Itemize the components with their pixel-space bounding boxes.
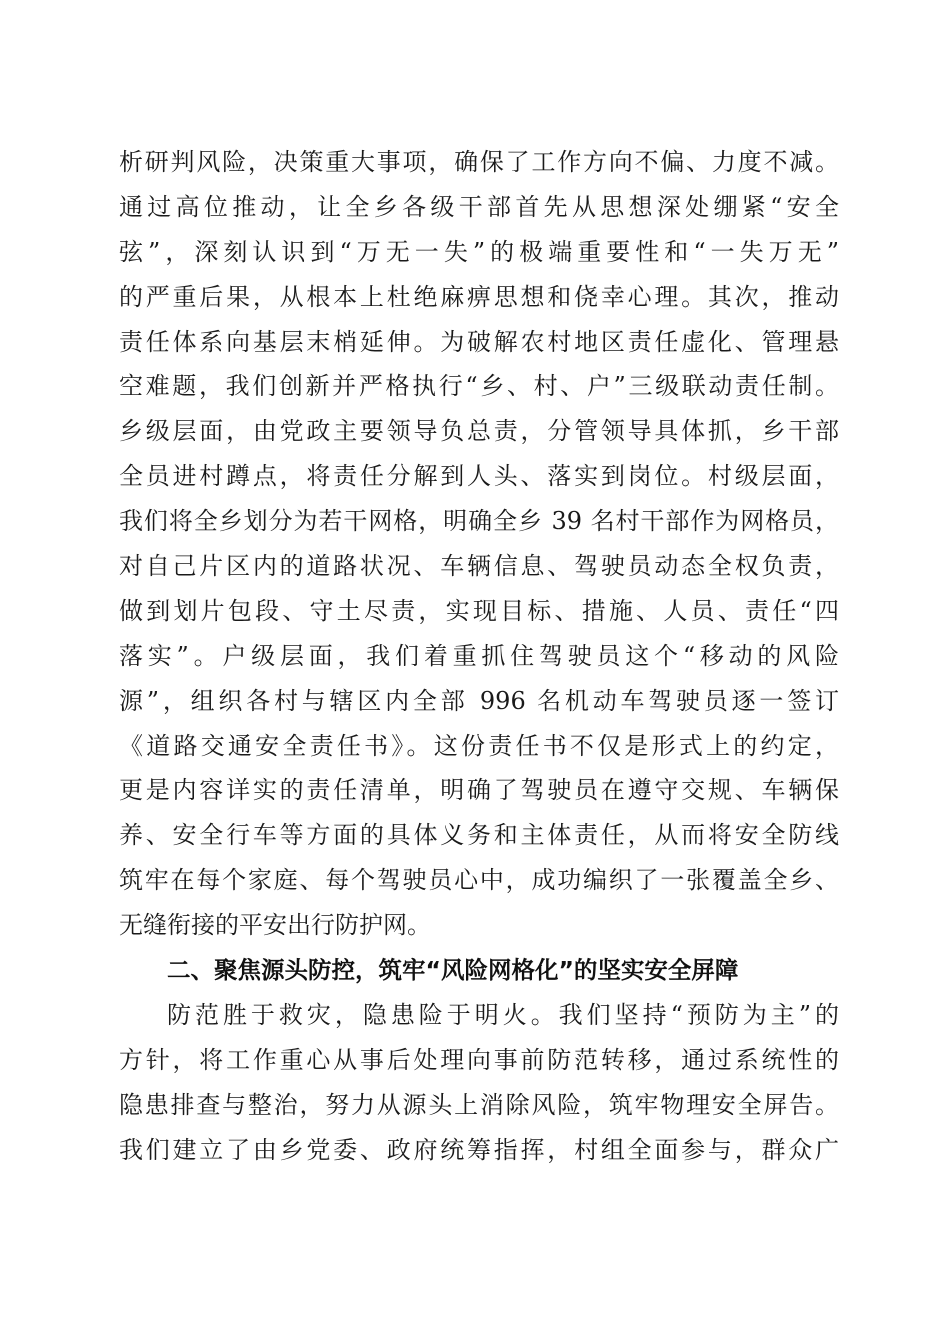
text-line: 更是内容详实的责任清单，明确了驾驶员在遵守交规、车辆保 [119,776,839,805]
text-line: 养、安全行车等方面的具体义务和主体责任，从而将安全防线 [119,821,839,850]
document-body [119,140,839,1172]
text-line: 《道路交通安全责任书》。这份责任书不仅是形式上的约定， [119,731,839,760]
text-line: 对自己片区内的道路状况、车辆信息、驾驶员动态全权负责， [119,552,839,581]
text-line: 责任体系向基层末梢延伸。为破解农村地区责任虚化、管理悬 [119,327,839,356]
text-line: 做到划片包段、守土尽责，实现目标、措施、人员、责任“四 [119,596,839,625]
text-line: 筑牢在每个家庭、每个驾驶员心中，成功编织了一张覆盖全乡、 [119,866,839,895]
text-line: 乡级层面，由党政主要领导负总责，分管领导具体抓，乡干部 [119,417,839,446]
text-line: 全员进村蹲点，将责任分解到人头、落实到岗位。村级层面， [119,462,839,491]
text-line: 的严重后果，从根本上杜绝麻痹思想和侥幸心理。其次，推动 [119,282,839,311]
text-line: 落实”。户级层面，我们着重抓住驾驶员这个“移动的风险 [119,641,839,670]
section-heading: 二、聚焦源头防控，筑牢“风险网格化”的坚实安全屏障 [167,956,739,985]
text-line: 防范胜于救灾，隐患险于明火。我们坚持“预防为主”的 [167,1000,839,1029]
text-line: 无缝衔接的平安出行防护网。 [119,911,431,940]
text-line: 我们将全乡划分为若干网格，明确全乡 39 名村干部作为网格员， [119,507,839,536]
text-line: 源”，组织各村与辖区内全部 996 名机动车驾驶员逐一签订 [119,686,839,715]
paragraph-source-prevention [119,993,839,1173]
text-line: 方针，将工作重心从事后处理向事前防范转移，通过系统性的 [119,1045,839,1074]
text-line: 我们建立了由乡党委、政府统筹指挥，村组全面参与，群众广 [119,1135,839,1164]
text-line: 通过高位推动，让全乡各级干部首先从思想深处绷紧“安全 [119,192,839,221]
text-line: 弦”，深刻认识到“万无一失”的极端重要性和“一失万无” [119,237,839,266]
text-line: 析研判风险，决策重大事项，确保了工作方向不偏、力度不减。 [119,148,839,176]
text-line: 隐患排查与整治，努力从源头上消除风险，筑牢物理安全屏告。 [119,1090,839,1119]
text-line: 空难题，我们创新并严格执行“乡、村、户”三级联动责任制。 [119,372,839,401]
paragraph-responsibility-system [119,140,839,948]
